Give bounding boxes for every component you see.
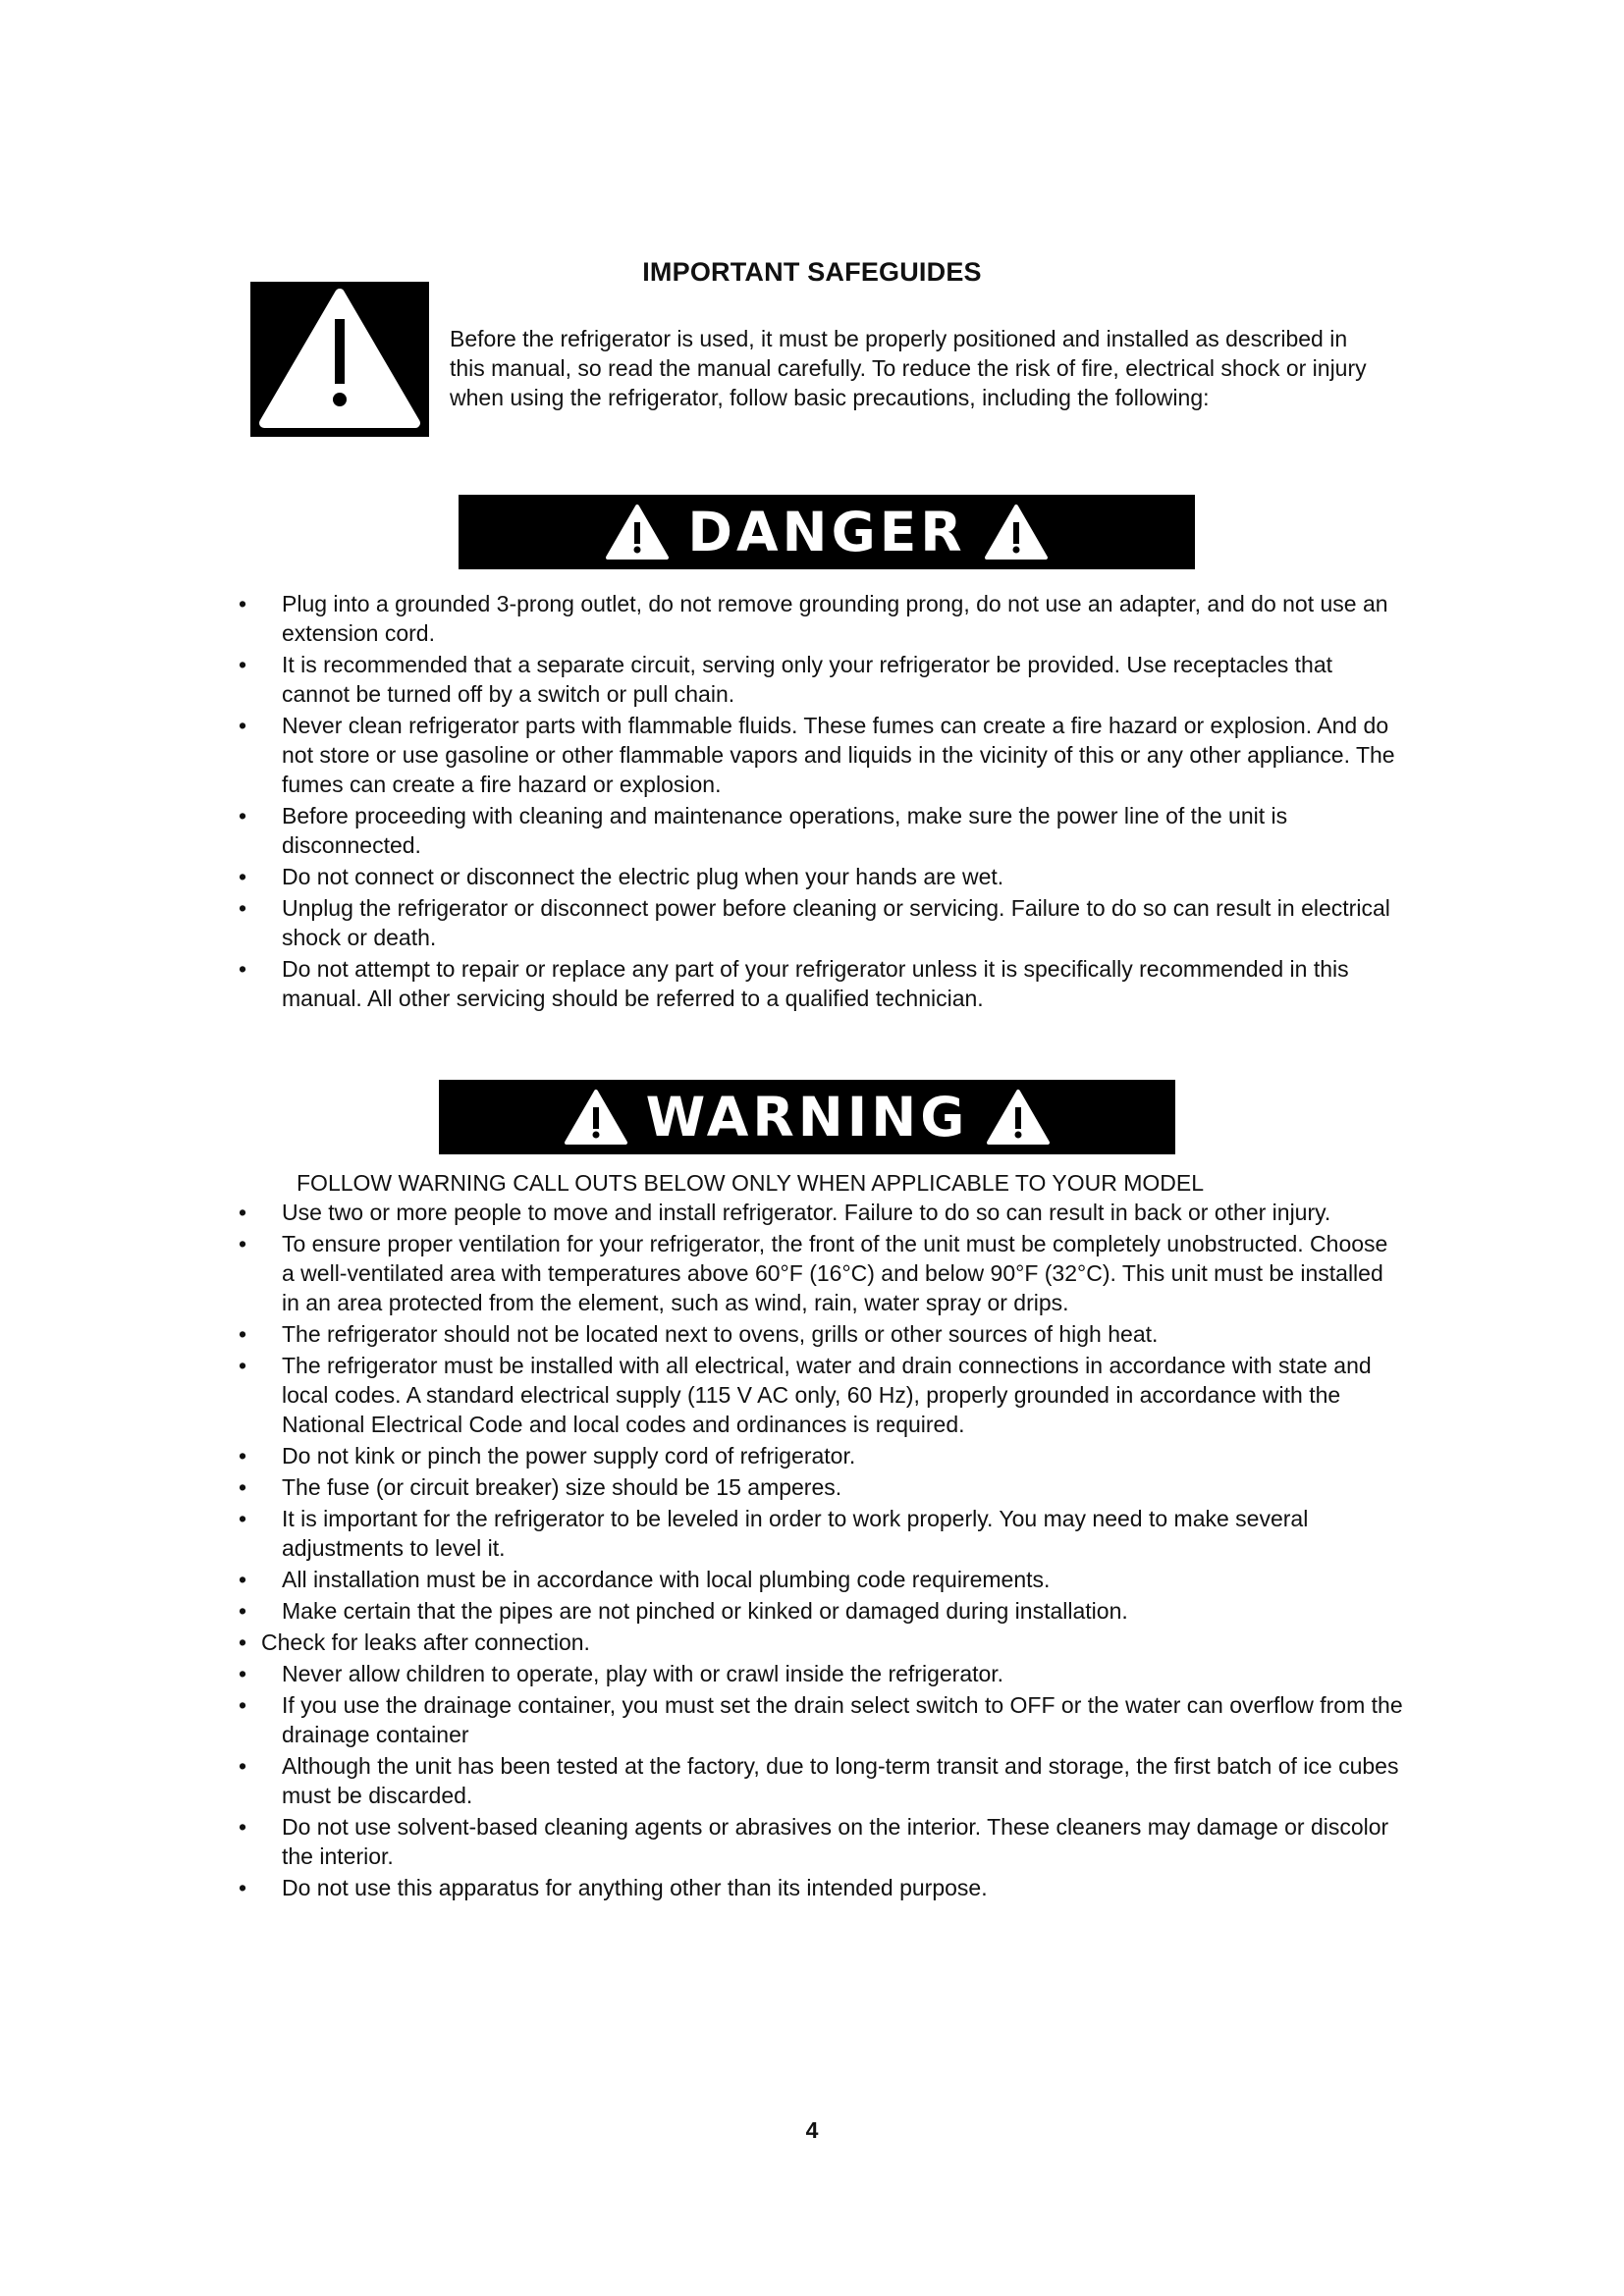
list-item-text: If you use the drainage container, you must set the drain select switch to OFF or the water can overflow from the drainage container [282, 1692, 1403, 1747]
list-item: • Unplug the refrigerator or disconnect power before cleaning or servicing. Failure to do so can result in electrical shock or death. [238, 895, 1390, 950]
list-item-text: Do not kink or pinch the power supply cord of refrigerator. [282, 1443, 856, 1468]
list-item: • Do not use this apparatus for anything other than its intended purpose. [238, 1875, 988, 1900]
list-item: • The refrigerator must be installed with all electrical, water and drain connections in accordance with state and local codes. A standard electrical supply (115 V AC only, 60 Hz), properly grounded in accordance with the National Electrical Code and local codes and ordinances is required. [238, 1353, 1372, 1437]
list-item-text: It is recommended that a separate circuit, serving only your refrigerator be provided. Use receptacles that cannot be turned off by a switch or pull chain. [282, 652, 1333, 707]
list-item: • Although the unit has been tested at the factory, due to long-term transit and storage, the first batch of ice cubes must be discarded. [238, 1753, 1399, 1808]
list-item: • To ensure proper ventilation for your refrigerator, the front of the unit must be completely unobstructed. Choose a well-ventilated area with temperatures above 60°F (16°C) and below 90°F (32°C). This unit must be installed in an area protected from the element, such as wind, rain, water spray or drips. [238, 1231, 1388, 1315]
list-item: • The refrigerator should not be located next to ovens, grills or other sources of high heat. [238, 1321, 1159, 1347]
danger-banner [459, 495, 1195, 569]
intro-paragraph: Before the refrigerator is used, it must be properly positioned and installed as described in this manual, so read the manual carefully. To reduce the risk of fire, electrical shock or injury when using the refrigerator, follow basic precautions, including the following: [450, 326, 1367, 410]
list-item: • Never clean refrigerator parts with flammable fluids. These fumes can create a fire hazard or explosion. And do not store or use gasoline or other flammable vapors and liquids in the vicinity of this or any other appliance. The fumes can create a fire hazard or explosion. [238, 713, 1395, 797]
list-item-text: To ensure proper ventilation for your refrigerator, the front of the unit must be completely unobstructed. Choose a well-ventilated area with temperatures above 60°F (16°C) and below 90°F (32°C). This unit must be installed in an area protected from the element, such as wind, rain, water spray or drips. [282, 1231, 1388, 1315]
list-item-text: Before proceeding with cleaning and maintenance operations, make sure the power line of the unit is disconnected. [282, 803, 1288, 858]
list-item-text: Never clean refrigerator parts with flammable fluids. These fumes can create a fire hazard or explosion. And do not store or use gasoline or other flammable vapors and liquids in the vicinity of this or any other appliance. The fumes can create a fire hazard or explosion. [282, 713, 1395, 797]
warning-note: FOLLOW WARNING CALL OUTS BELOW ONLY WHEN APPLICABLE TO YOUR MODEL [297, 1170, 1205, 1196]
warning-triangle-icon [986, 1089, 1051, 1146]
list-item: • Use two or more people to move and install refrigerator. Failure to do so can result in back or other injury. [238, 1200, 1331, 1225]
list-item: • Do not attempt to repair or replace any part of your refrigerator unless it is specifically recommended in this manual. All other servicing should be referred to a qualified technician. [238, 956, 1349, 1011]
list-item-text: Plug into a grounded 3-prong outlet, do not remove grounding prong, do not use an adapter, and do not use an extension cord. [282, 591, 1388, 646]
list-item-text: Do not use solvent-based cleaning agents or abrasives on the interior. These cleaners may damage or discolor the interior. [282, 1814, 1389, 1869]
warning-list [236, 1198, 1404, 1904]
list-item-text: All installation must be in accordance with local plumbing code requirements. [282, 1567, 1051, 1592]
list-item: • Check for leaks after connection. [238, 1629, 590, 1655]
list-item: • If you use the drainage container, you must set the drain select switch to OFF or the water can overflow from the drainage container [238, 1692, 1403, 1747]
list-item: • All installation must be in accordance with local plumbing code requirements. [238, 1567, 1051, 1592]
list-item-text: Although the unit has been tested at the factory, due to long-term transit and storage, the first batch of ice cubes must be discarded. [282, 1753, 1399, 1808]
danger-list [236, 589, 1404, 1015]
list-item-text: Use two or more people to move and install refrigerator. Failure to do so can result in back or other injury. [282, 1200, 1331, 1225]
warning-label: WARNING [645, 1085, 969, 1148]
list-item: • Before proceeding with cleaning and maintenance operations, make sure the power line of the unit is disconnected. [238, 803, 1288, 858]
list-item: • It is recommended that a separate circuit, serving only your refrigerator be provided. Use receptacles that cannot be turned off by a switch or pull chain. [238, 652, 1333, 707]
list-item-text: The refrigerator must be installed with all electrical, water and drain connections in accordance with state and local codes. A standard electrical supply (115 V AC only, 60 Hz), properly grounded in accordance with the National Electrical Code and local codes and ordinances is required. [282, 1353, 1372, 1437]
list-item-text: Check for leaks after connection. [261, 1629, 590, 1655]
list-item: • Do not use solvent-based cleaning agents or abrasives on the interior. These cleaners may damage or discolor the interior. [238, 1814, 1389, 1869]
list-item-text: Never allow children to operate, play with or crawl inside the refrigerator. [282, 1661, 1004, 1686]
list-item: • Make certain that the pipes are not pinched or kinked or damaged during installation. [238, 1598, 1128, 1624]
warning-banner [439, 1080, 1175, 1154]
page-number: 4 [805, 2117, 819, 2143]
danger-label: DANGER [687, 500, 966, 563]
list-item-text: It is important for the refrigerator to be leveled in order to work properly. You may need to make several adjustments to level it. [282, 1506, 1309, 1561]
list-item: • It is important for the refrigerator to be leveled in order to work properly. You may need to make several adjustments to level it. [238, 1506, 1309, 1561]
warning-triangle-icon [564, 1089, 628, 1146]
list-item-text: Make certain that the pipes are not pinched or kinked or damaged during installation. [282, 1598, 1128, 1624]
list-item: • Never allow children to operate, play with or crawl inside the refrigerator. [238, 1661, 1004, 1686]
warning-triangle-icon [984, 504, 1049, 561]
list-item: • Plug into a grounded 3-prong outlet, do not remove grounding prong, do not use an adapter, and do not use an extension cord. [238, 591, 1388, 646]
list-item-text: Do not attempt to repair or replace any part of your refrigerator unless it is specifically recommended in this manual. All other servicing should be referred to a qualified technician. [282, 956, 1349, 1011]
list-item: • Do not kink or pinch the power supply cord of refrigerator. [238, 1443, 856, 1468]
list-item: • Do not connect or disconnect the electric plug when your hands are wet. [238, 864, 1004, 889]
page-title: IMPORTANT SAFEGUIDES [642, 257, 982, 287]
list-item-text: Unplug the refrigerator or disconnect power before cleaning or servicing. Failure to do so can result in electrical shock or death. [282, 895, 1390, 950]
warning-triangle-icon [605, 504, 670, 561]
list-item-text: The refrigerator should not be located next to ovens, grills or other sources of high heat. [282, 1321, 1159, 1347]
list-item-text: The fuse (or circuit breaker) size should be 15 amperes. [282, 1474, 842, 1500]
list-item: • The fuse (or circuit breaker) size should be 15 amperes. [238, 1474, 842, 1500]
list-item-text: Do not use this apparatus for anything other than its intended purpose. [282, 1875, 988, 1900]
warning-triangle-icon [250, 282, 429, 437]
list-item-text: Do not connect or disconnect the electric plug when your hands are wet. [282, 864, 1004, 889]
